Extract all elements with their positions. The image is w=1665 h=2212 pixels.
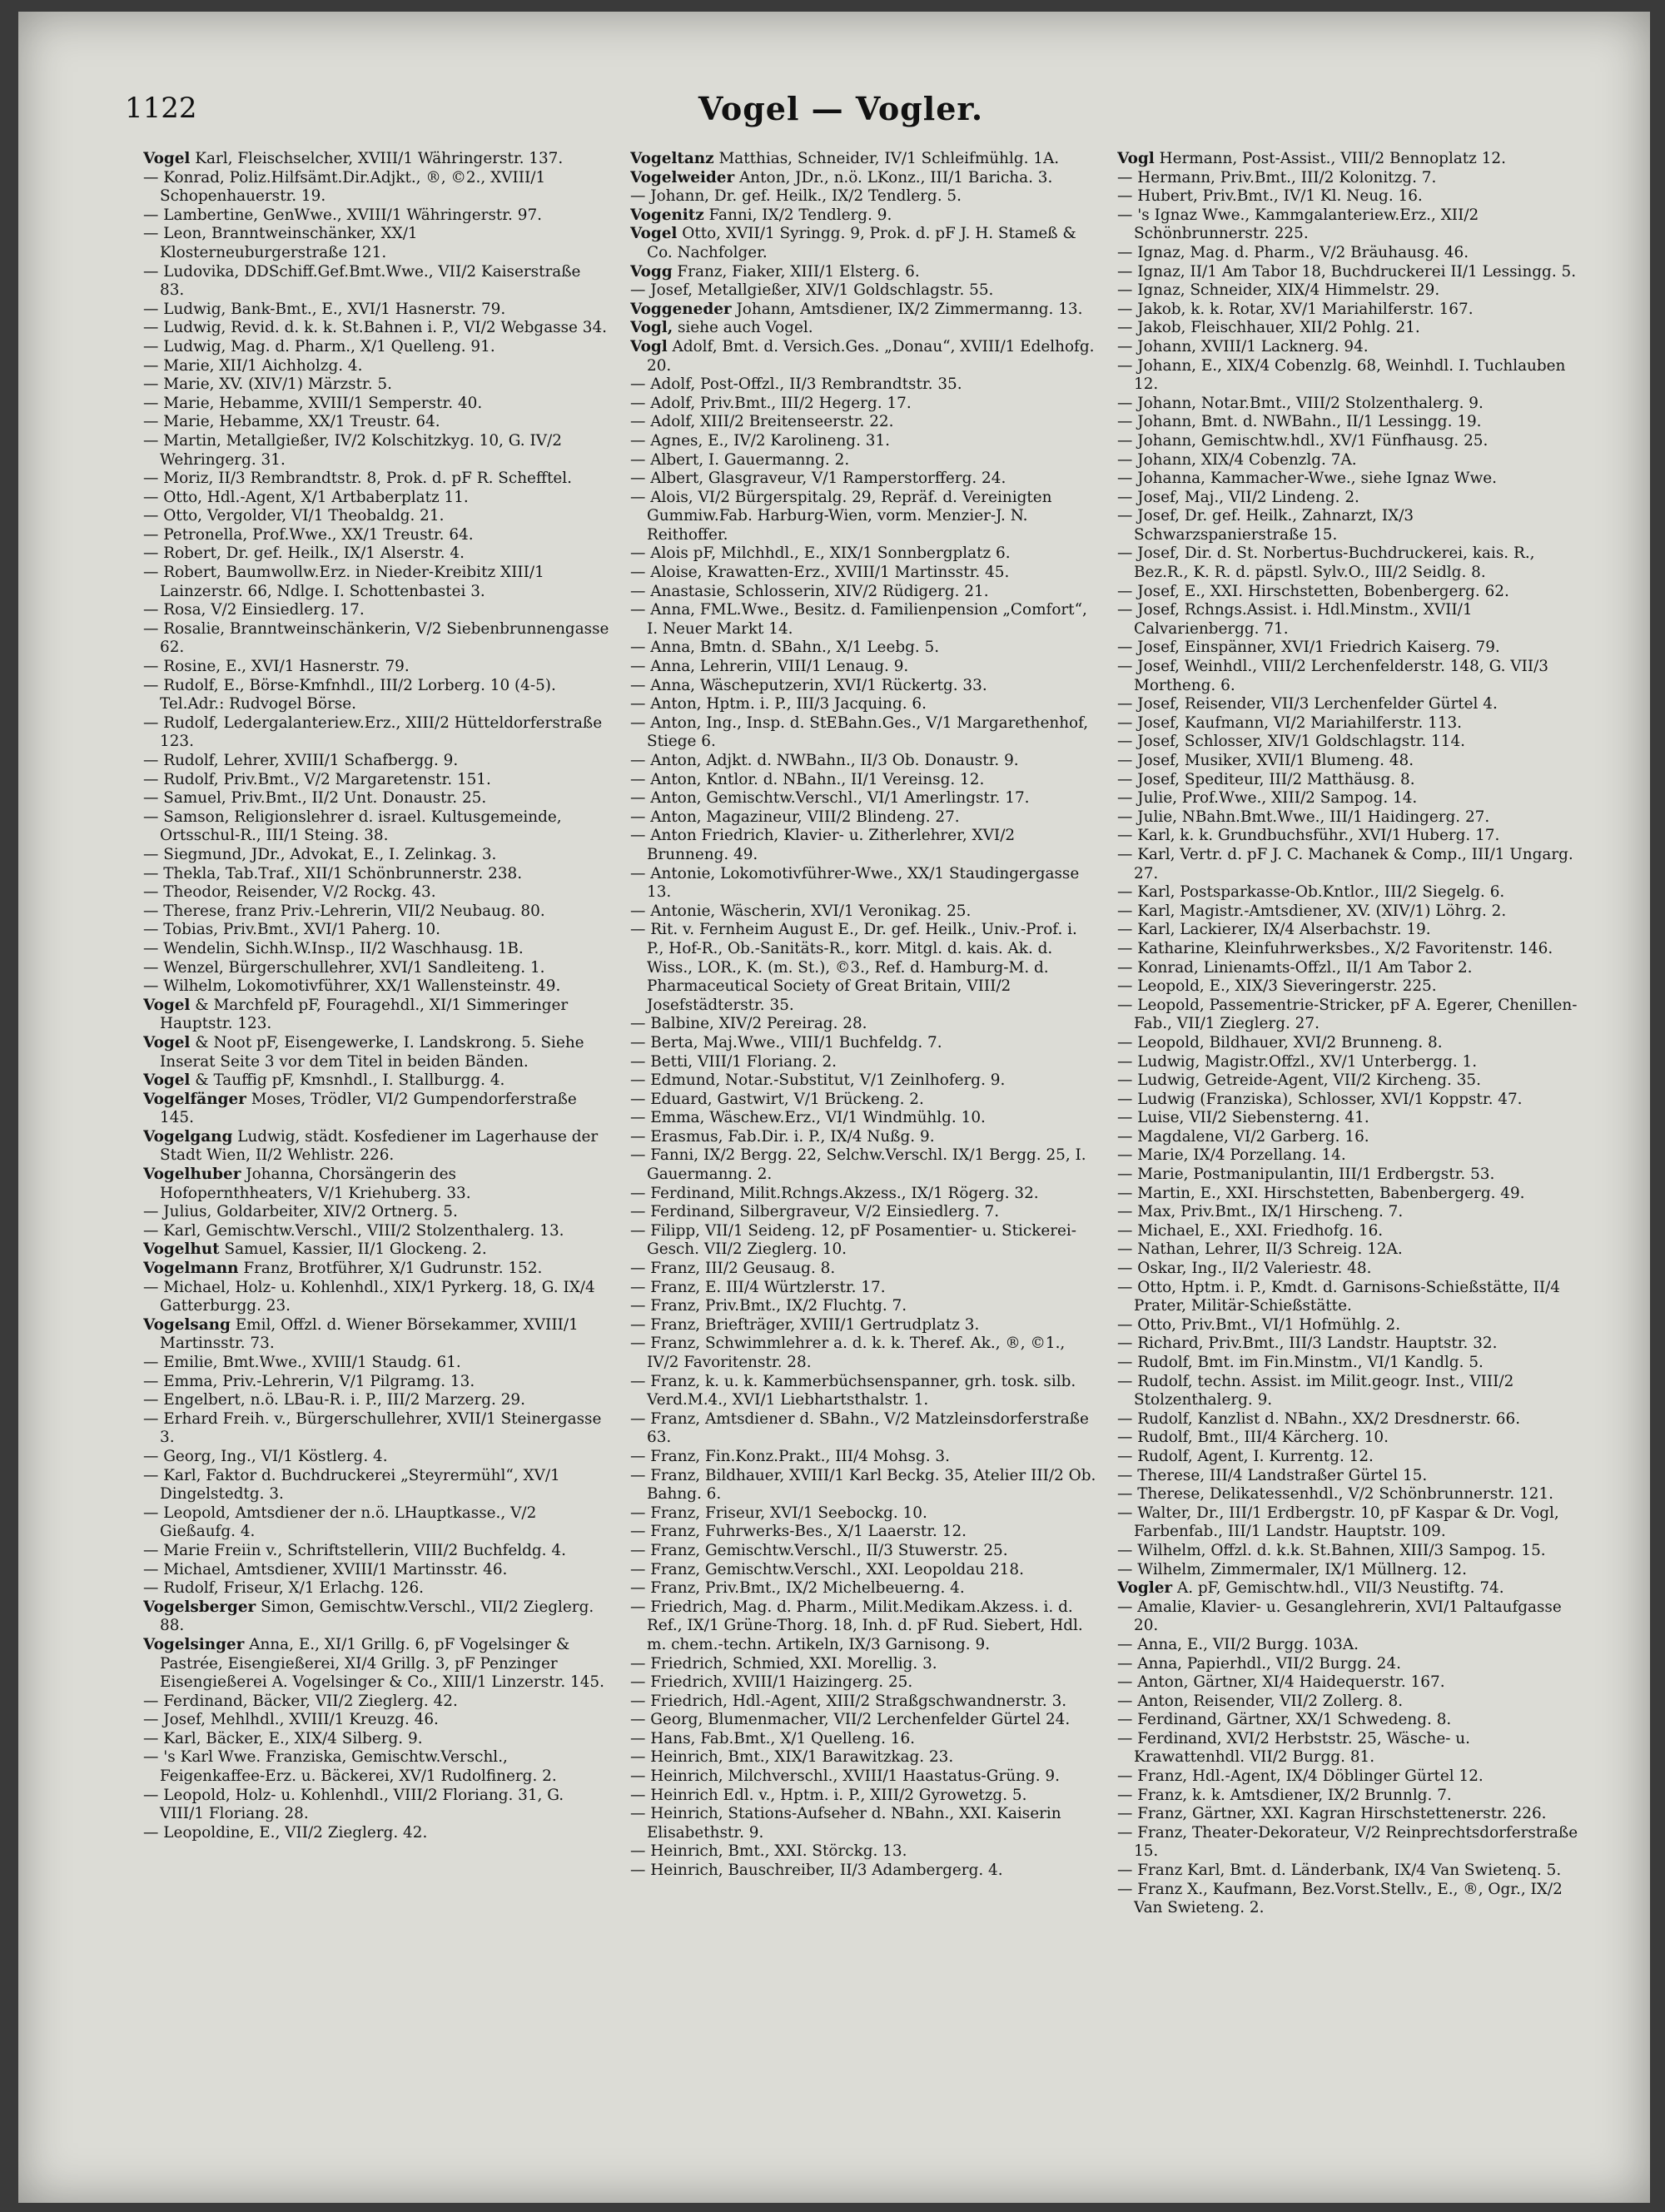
directory-entry: — 's Karl Wwe. Franziska, Gemischtw.Verschl., Feigenkaffee-Erz. u. Bäckerei, XV/1 Rudolfinerg. 2. (143, 1748, 557, 1786)
directory-entry: — Emma, Wäschew.Erz., VI/1 Windmühlg. 10. (630, 1109, 986, 1127)
directory-entry: — Karl, Vertr. d. pF J. C. Machanek & Comp., III/1 Ungarg. 27. (1117, 845, 1573, 882)
column-1 (143, 150, 609, 2181)
directory-entry: — Michael, Holz- u. Kohlenhdl., XIX/1 Pyrkerg. 18, G. IX/4 Gatterburgg. 23. (143, 1278, 595, 1315)
directory-entry: — Ludwig (Franziska), Schlosser, XVI/1 Koppstr. 47. (1117, 1090, 1523, 1108)
directory-entry: — Karl, Faktor d. Buchdruckerei „Steyrermühl“, XV/1 Dingelstedtg. 3. (143, 1466, 560, 1504)
directory-entry: — Josef, Maj., VII/2 Lindeng. 2. (1117, 488, 1359, 506)
directory-entry: — Robert, Dr. gef. Heilk., IX/1 Alserstr. 4. (143, 544, 465, 563)
directory-entry: — Rudolf, Kanzlist d. NBahn., XX/2 Dresdnerstr. 66. (1117, 1409, 1521, 1428)
directory-entry: — Anastasie, Schlosserin, XIV/2 Rüdigerg. 21. (630, 582, 989, 600)
directory-entry: Vogelhut Samuel, Kassier, II/1 Glockeng. 2. (143, 1240, 487, 1259)
directory-entry: — Hans, Fab.Bmt., X/1 Quelleng. 16. (630, 1729, 916, 1747)
directory-entry: — Tobias, Priv.Bmt., XVI/1 Paherg. 10. (143, 921, 440, 939)
directory-entry: — Karl, Magistr.-Amtsdiener, XV. (XIV/1) Löhrg. 2. (1117, 902, 1507, 920)
directory-entry: — Otto, Hptm. i. P., Kmdt. d. Garnisons-Schießstätte, II/4 Prater, Militär-Schießstätte. (1117, 1278, 1560, 1315)
directory-entry: — Konrad, Poliz.Hilfsämt.Dir.Adjkt., ®, ©2., XVIII/1 Schopenhauerstr. 19. (143, 168, 546, 206)
directory-entry: — Franz, Amtsdiener d. SBahn., V/2 Matzleinsdorferstraße 63. (630, 1409, 1089, 1447)
directory-entry: — Martin, E., XXI. Hirschstetten, Babenbergerg. 49. (1117, 1184, 1525, 1202)
directory-entry: — Franz, Gärtner, XXI. Kagran Hirschstettenerstr. 226. (1117, 1805, 1547, 1823)
directory-entry: — Johann, Bmt. d. NWBahn., II/1 Lessingg. 19. (1117, 413, 1482, 431)
directory-entry: — Friedrich, Mag. d. Pharm., Milit.Medikam.Akzess. i. d. Ref., IX/1 Grüne-Thorg. 18, Inh. d. pF Rud. Siebert, Hdl. m. chem.-techn. Artikeln, IX/3 Garnisong. 9. (630, 1598, 1083, 1653)
directory-entry: Vogler A. pF, Gemischtw.hdl., VII/3 Neustiftg. 74. (1117, 1579, 1504, 1598)
directory-entry: — Martin, Metallgießer, IV/2 Kolschitzkyg. 10, G. IV/2 Wehringerg. 31. (143, 431, 562, 469)
directory-entry: — Josef, Reisender, VII/3 Lerchenfelder Gürtel 4. (1117, 695, 1498, 713)
directory-entry: — Heinrich, Bmt., XXI. Störckg. 13. (630, 1842, 907, 1861)
directory-entry: Vogelmann Franz, Brotführer, X/1 Gudrunstr. 152. (143, 1260, 543, 1278)
directory-entry: — Konrad, Linienamts-Offzl., II/1 Am Tabor 2. (1117, 958, 1473, 977)
directory-entry: — Friedrich, Schmied, XXI. Morellig. 3. (630, 1654, 937, 1673)
directory-entry: — Luise, VII/2 Siebensterng. 41. (1117, 1109, 1369, 1127)
directory-entry: — Rudolf, techn. Assist. im Milit.geogr. Inst., VIII/2 Stolzenthalerg. 9. (1117, 1372, 1514, 1409)
directory-entry: — Emma, Priv.-Lehrerin, V/1 Pilgramg. 13. (143, 1372, 475, 1390)
directory-entry: — Anton, Hptm. i. P., III/3 Jacquing. 6. (630, 695, 927, 713)
directory-entry: — Rudolf, Agent, I. Kurrentg. 12. (1117, 1447, 1374, 1465)
directory-entry: — Otto, Priv.Bmt., VI/1 Hofmühlg. 2. (1117, 1315, 1401, 1334)
entry-surname: Vogel (143, 996, 191, 1014)
directory-entry: Vogelweider Anton, JDr., n.ö. LKonz., III/1 Baricha. 3. (630, 168, 1053, 186)
directory-entry: — Leopold, Amtsdiener der n.ö. LHauptkasse., V/2 Gießaufg. 4. (143, 1504, 537, 1541)
directory-entry: — Anton, Ing., Insp. d. StEBahn.Ges., V/1 Margarethenhof, Stiege 6. (630, 713, 1089, 751)
directory-entry: — Johann, XIX/4 Cobenzlg. 7A. (1117, 450, 1357, 469)
directory-entry: — Ignaz, II/1 Am Tabor 18, Buchdruckerei II/1 Lessingg. 5. (1117, 262, 1577, 281)
directory-entry: — Karl, Postsparkasse-Ob.Kntlor., III/2 Siegelg. 6. (1117, 883, 1505, 902)
directory-entry: — Samuel, Priv.Bmt., II/2 Unt. Donaustr. 25. (143, 789, 487, 808)
directory-entry: — Marie Freiin v., Schriftstellerin, VIII/2 Buchfeldg. 4. (143, 1541, 566, 1559)
directory-entry: — Franz, Gemischtw.Verschl., II/3 Stuwerstr. 25. (630, 1541, 1008, 1559)
directory-entry: — Karl, Gemischtw.Verschl., VIII/2 Stolzenthalerg. 13. (143, 1221, 564, 1240)
directory-entry: Vogelsberger Simon, Gemischtw.Verschl., VII/2 Zieglerg. 88. (143, 1598, 594, 1635)
directory-entry: — Heinrich, Milchverschl., XVIII/1 Haastatus-Grüng. 9. (630, 1767, 1060, 1786)
directory-entry: — Michael, Amtsdiener, XVIII/1 Martinsstr. 46. (143, 1560, 508, 1578)
directory-entry: — Heinrich Edl. v., Hptm. i. P., XIII/2 Gyrowetzg. 5. (630, 1786, 1027, 1804)
directory-entry: — Anna, Lehrerin, VIII/1 Lenaug. 9. (630, 658, 909, 676)
directory-entry: — Petronella, Prof.Wwe., XX/1 Treustr. 64. (143, 525, 474, 544)
directory-entry: — Franz, k. k. Amtsdiener, IX/2 Brunnlg. 7. (1117, 1786, 1452, 1804)
directory-entry: — Katharine, Kleinfuhrwerksbes., X/2 Favoritenstr. 146. (1117, 939, 1553, 957)
directory-entry: — Johann, Notar.Bmt., VIII/2 Stolzenthalerg. 9. (1117, 394, 1484, 412)
directory-entry: — Adolf, XIII/2 Breitenseerstr. 22. (630, 413, 894, 431)
directory-entry: — Ferdinand, XVI/2 Herbststr. 25, Wäsche- u. Krawattenhdl. VII/2 Burgg. 81. (1117, 1729, 1470, 1767)
directory-entry: — Rudolf, Bmt. im Fin.Minstm., VI/1 Kandlg. 5. (1117, 1354, 1484, 1371)
directory-entry: — Edmund, Notar.-Substitut, V/1 Zeinlhoferg. 9. (630, 1071, 1006, 1090)
directory-entry: — Julie, NBahn.Bmt.Wwe., III/1 Haidingerg. 27. (1117, 808, 1490, 826)
directory-entry: — Thekla, Tab.Traf., XII/1 Schönbrunnerstr. 238. (143, 864, 523, 882)
directory-page (18, 12, 1650, 2203)
directory-entry: — Georg, Ing., VI/1 Köstlerg. 4. (143, 1447, 388, 1465)
directory-entry: — Josef, Dir. d. St. Norbertus-Buchdruckerei, kais. R., Bez.R., K. R. d. päpstl. Sylv.O., III/2 Seidlg. 8. (1117, 544, 1535, 582)
directory-entry: — Karl, Bäcker, E., XIX/4 Silberg. 9. (143, 1729, 423, 1747)
page-number: 1122 (125, 92, 197, 125)
directory-entry: — Ludwig, Mag. d. Pharm., X/1 Quelleng. 91. (143, 337, 495, 355)
directory-entry: — Lambertine, GenWwe., XVIII/1 Währingerstr. 97. (143, 206, 542, 224)
entry-surname: Vogel (143, 1033, 191, 1051)
entry-surname: Vogler (1117, 1579, 1173, 1598)
directory-entry: — Marie, Hebamme, XVIII/1 Semperstr. 40. (143, 394, 483, 412)
directory-entry: — Aloise, Krawatten-Erz., XVIII/1 Martinsstr. 45. (630, 564, 1010, 582)
directory-entry: — Leon, Branntweinschänker, XX/1 Klosterneuburgerstraße 121. (143, 225, 418, 261)
directory-entry: — Anna, Bmtn. d. SBahn., X/1 Leebg. 5. (630, 639, 940, 657)
directory-entry: — Jakob, Fleischhauer, XII/2 Pohlg. 21. (1117, 319, 1420, 337)
directory-entry: — Rosa, V/2 Einsiedlerg. 17. (143, 601, 365, 619)
directory-entry: Vogg Franz, Fiaker, XIII/1 Elsterg. 6. (630, 262, 920, 281)
directory-entry: — Marie, XII/1 Aichholzg. 4. (143, 356, 363, 375)
directory-entry: — Ferdinand, Silbergraveur, V/2 Einsiedlerg. 7. (630, 1203, 1000, 1221)
directory-entry: — Hermann, Priv.Bmt., III/2 Kolonitzg. 7. (1117, 168, 1437, 186)
directory-entry: — Leopold, E., XIX/3 Sieveringerstr. 225. (1117, 977, 1437, 996)
directory-entry: — Heinrich, Stations-Aufseher d. NBahn., XXI. Kaiserin Elisabethstr. 9. (630, 1805, 1061, 1842)
directory-entry: — Oskar, Ing., II/2 Valeriestr. 48. (1117, 1260, 1372, 1278)
directory-entry: — Heinrich, Bauschreiber, II/3 Adambergerg. 4. (630, 1862, 1003, 1880)
directory-entry: — Samson, Religionslehrer d. israel. Kultusgemeinde, Ortsschul-R., III/1 Steing. 38. (143, 808, 562, 845)
directory-entry: — Ignaz, Schneider, XIX/4 Himmelstr. 29. (1117, 281, 1440, 300)
entry-surname: Vogenitz (630, 206, 704, 224)
directory-entry: — Franz, Briefträger, XVIII/1 Gertrudplatz 3. (630, 1315, 980, 1334)
directory-entry: — Albert, I. Gauermanng. 2. (630, 450, 850, 469)
directory-entry: — Therese, III/4 Landstraßer Gürtel 15. (1117, 1466, 1428, 1484)
directory-entry: — Julie, Prof.Wwe., XIII/2 Sampog. 14. (1117, 789, 1418, 808)
directory-entry: — Moriz, II/3 Rembrandtstr. 8, Prok. d. pF R. Schefftel. (143, 470, 572, 488)
directory-entry: — Marie, Postmanipulantin, III/1 Erdbergstr. 53. (1117, 1166, 1495, 1184)
directory-entry: — Rit. v. Fernheim August E., Dr. gef. Heilk., Univ.-Prof. i. P., Hof-R., Ob.-Sanitäts-R., korr. Mitgl. d. kais. Ak. d. Wiss., LOR., K. (m. St.), ©3., Ref. d. Hamburg-M. d. Pharmaceutical Society of Great Britain, VIII/2 Josefstädterstr. 35. (630, 921, 1077, 1014)
directory-entry: Vogelhuber Johanna, Chorsängerin des Hofopernthheaters, V/1 Kriehuberg. 33. (143, 1166, 471, 1202)
directory-entry: Vogelsinger Anna, E., XI/1 Grillg. 6, pF Vogelsinger & Pastrée, Eisengießerei, XI/4 Grillg. 3, pF Penzinger Eisengießerei A. Vogelsinger & Co., XIII/1 Linzerstr. 145. (143, 1635, 604, 1692)
directory-entry: — Antonie, Lokomotivführer-Wwe., XX/1 Staudingergasse 13. (630, 864, 1080, 902)
entry-surname: Vogeltanz (630, 150, 714, 167)
directory-entry: — Otto, Hdl.-Agent, X/1 Artbaberplatz 11. (143, 488, 469, 506)
directory-entry: — Ferdinand, Bäcker, VII/2 Zieglerg. 42. (143, 1692, 458, 1710)
directory-entry: — Max, Priv.Bmt., IX/1 Hirscheng. 7. (1117, 1203, 1404, 1221)
directory-entry: Vogel Otto, XVII/1 Syringg. 9, Prok. d. pF J. H. Stameß & Co. Nachfolger. (630, 225, 1076, 261)
directory-entry: — Anton Friedrich, Klavier- u. Zitherlehrer, XVI/2 Brunneng. 49. (630, 827, 1016, 863)
directory-entry: Vogl, siehe auch Vogel. (630, 319, 813, 337)
directory-entry: — Rudolf, Friseur, X/1 Erlachg. 126. (143, 1579, 425, 1598)
directory-entry: — Magdalene, VI/2 Garberg. 16. (1117, 1127, 1369, 1146)
directory-entry: Vogel & Marchfeld pF, Fouragehdl., XI/1 Simmeringer Hauptstr. 123. (143, 996, 569, 1033)
column-2 (630, 150, 1096, 2181)
directory-entry: — Josef, Spediteur, III/2 Matthäusg. 8. (1117, 770, 1415, 788)
directory-entry: — Ignaz, Mag. d. Pharm., V/2 Bräuhausg. 46. (1117, 243, 1469, 261)
directory-entry: — Johann, XVIII/1 Lacknerg. 94. (1117, 337, 1369, 355)
directory-entry: — Engelbert, n.ö. LBau-R. i. P., III/2 Marzerg. 29. (143, 1391, 525, 1409)
directory-entry: — Nathan, Lehrer, II/3 Schreig. 12A. (1117, 1240, 1403, 1259)
directory-entry: — Leopold, Passementrie-Stricker, pF A. Egerer, Chenillen-Fab., VII/1 Zieglerg. 27. (1117, 996, 1578, 1033)
directory-entry: — Leopold, Bildhauer, XVI/2 Brunneng. 8. (1117, 1033, 1443, 1051)
directory-entry: — Franz, Gemischtw.Verschl., XXI. Leopoldau 218. (630, 1560, 1024, 1578)
directory-entry: Vogeltanz Matthias, Schneider, IV/1 Schleifmühlg. 1A. (630, 150, 1060, 167)
entry-surname: Voggeneder (630, 300, 732, 318)
directory-entry: — Franz, Fin.Konz.Prakt., III/4 Mohsg. 3. (630, 1447, 950, 1465)
directory-entry: — Betti, VIII/1 Floriang. 2. (630, 1052, 837, 1071)
directory-entry: — Adolf, Priv.Bmt., III/2 Hegerg. 17. (630, 394, 912, 412)
directory-entry: — Anna, Wäscheputzerin, XVI/1 Rückertg. 33. (630, 676, 987, 694)
directory-entry: — Anton, Adjkt. d. NWBahn., II/3 Ob. Donaustr. 9. (630, 752, 1019, 769)
directory-entry: — Berta, Maj.Wwe., VIII/1 Buchfeldg. 7. (630, 1033, 942, 1051)
directory-entry: — Josef, Musiker, XVII/1 Blumeng. 48. (1117, 752, 1414, 769)
directory-entry: — Wenzel, Bürgerschullehrer, XVI/1 Sandleiteng. 1. (143, 958, 545, 977)
directory-entry: — Theodor, Reisender, V/2 Rockg. 43. (143, 883, 436, 902)
directory-entry: Vogel & Noot pF, Eisengewerke, I. Landskrong. 5. Siehe Inserat Seite 3 vor dem Titel in beiden Bänden. (143, 1033, 584, 1071)
entry-surname: Vogelsinger (143, 1635, 245, 1653)
columns (143, 150, 1592, 2181)
directory-entry: — Josef, Schlosser, XIV/1 Goldschlagstr. 114. (1117, 733, 1465, 751)
directory-entry: Vogelsang Emil, Offzl. d. Wiener Börsekammer, XVIII/1 Martinsstr. 73. (143, 1315, 579, 1353)
directory-entry: — Friedrich, XVIII/1 Haizingerg. 25. (630, 1673, 913, 1692)
directory-entry: — Agnes, E., IV/2 Karolineng. 31. (630, 431, 891, 450)
entry-surname: Vogelhuber (143, 1166, 241, 1184)
directory-entry: — Adolf, Post-Offzl., II/3 Rembrandtstr. 35. (630, 375, 962, 394)
directory-entry: — Marie, IX/4 Porzellang. 14. (1117, 1146, 1346, 1165)
directory-entry: — Friedrich, Hdl.-Agent, XIII/2 Straßgschwandnerstr. 3. (630, 1692, 1067, 1710)
directory-entry: — Marie, Hebamme, XX/1 Treustr. 64. (143, 413, 440, 431)
entry-surname: Vogelfänger (143, 1090, 246, 1108)
directory-entry: — Erhard Freih. v., Bürgerschullehrer, XVII/1 Steinergasse 3. (143, 1409, 602, 1447)
directory-entry: — Julius, Goldarbeiter, XIV/2 Ortnerg. 5. (143, 1203, 458, 1221)
directory-entry: — Josef, Rchngs.Assist. i. Hdl.Minstm., XVII/1 Calvarienbergg. 71. (1117, 601, 1473, 638)
directory-entry: — Karl, Lackierer, IX/4 Alserbachstr. 19. (1117, 921, 1431, 939)
directory-entry: — Anton, Gärtner, XI/4 Haidequerstr. 167. (1117, 1673, 1445, 1692)
entry-surname: Vogelgang (143, 1127, 233, 1146)
directory-entry: — Walter, Dr., III/1 Erdbergstr. 10, pF Kaspar & Dr. Vogl, Farbenfab., III/1 Landstr. Hauptstr. 109. (1117, 1504, 1559, 1541)
directory-entry: — Wilhelm, Offzl. d. k.k. St.Bahnen, XIII/3 Sampog. 15. (1117, 1541, 1546, 1559)
directory-entry: Vogelfänger Moses, Trödler, VI/2 Gumpendorferstraße 145. (143, 1090, 577, 1127)
directory-entry: — Alois, VI/2 Bürgerspitalg. 29, Repräf. d. Vereinigten Gummiw.Fab. Harburg-Wien, vorm. Menzier-J. N. Reithoffer. (630, 488, 1052, 544)
entry-surname: Vogl (630, 337, 668, 355)
entry-surname: Vogelmann (143, 1260, 239, 1278)
directory-entry: — Rosalie, Branntweinschänkerin, V/2 Siebenbrunnengasse 62. (143, 619, 609, 657)
directory-entry: — Jakob, k. k. Rotar, XV/1 Mariahilferstr. 167. (1117, 300, 1474, 318)
directory-entry: — Wilhelm, Zimmermaler, IX/1 Müllnerg. 12. (1117, 1560, 1467, 1578)
directory-entry: — Josef, Mehlhdl., XVIII/1 Kreuzg. 46. (143, 1711, 439, 1729)
directory-entry: — Anton, Magazineur, VIII/2 Blindeng. 27. (630, 808, 960, 826)
directory-entry: — Hubert, Priv.Bmt., IV/1 Kl. Neug. 16. (1117, 187, 1423, 206)
directory-entry: — Georg, Blumenmacher, VII/2 Lerchenfelder Gürtel 24. (630, 1711, 1071, 1729)
page-header (125, 92, 1557, 142)
directory-entry: — Anna, FML.Wwe., Besitz. d. Familienpension „Comfort“, I. Neuer Markt 14. (630, 601, 1087, 638)
directory-entry: — Emilie, Bmt.Wwe., XVIII/1 Staudg. 61. (143, 1354, 461, 1371)
entry-surname: Vogelsberger (143, 1598, 256, 1616)
directory-entry: — Filipp, VII/1 Seideng. 12, pF Posamentier- u. Stickerei-Gesch. VII/2 Zieglerg. 10. (630, 1221, 1077, 1259)
directory-entry: — Amalie, Klavier- u. Gesanglehrerin, XVI/1 Paltaufgasse 20. (1117, 1598, 1562, 1635)
entry-surname: Vogel (143, 150, 191, 167)
directory-entry: — Wilhelm, Lokomotivführer, XX/1 Wallensteinstr. 49. (143, 977, 561, 996)
directory-entry: — Franz Karl, Bmt. d. Länderbank, IX/4 Van Swietenq. 5. (1117, 1862, 1562, 1880)
directory-entry: — Siegmund, JDr., Advokat, E., I. Zelinkag. 3. (143, 845, 497, 863)
directory-entry: — Anna, Papierhdl., VII/2 Burgg. 24. (1117, 1654, 1401, 1673)
entry-surname: Vogel (630, 225, 678, 243)
directory-entry: — Josef, Weinhdl., VIII/2 Lerchenfelderstr. 148, G. VII/3 Mortheng. 6. (1117, 658, 1549, 694)
directory-entry: Vogenitz Fanni, IX/2 Tendlerg. 9. (630, 206, 892, 224)
directory-entry: — Josef, Einspänner, XVI/1 Friedrich Kaiserg. 79. (1117, 639, 1500, 657)
directory-entry: Vogl Hermann, Post-Assist., VIII/2 Bennoplatz 12. (1117, 150, 1506, 167)
directory-entry: — Therese, Delikatessenhdl., V/2 Schönbrunnerstr. 121. (1117, 1485, 1554, 1504)
entry-surname: Vogg (630, 262, 673, 281)
directory-entry: — Franz, E. III/4 Würtzlerstr. 17. (630, 1278, 886, 1296)
directory-entry: — Rudolf, Ledergalanteriew.Erz., XIII/2 Hütteldorferstraße 123. (143, 713, 603, 751)
directory-entry: — Rosine, E., XVI/1 Hasnerstr. 79. (143, 658, 410, 676)
directory-entry: — Balbine, XIV/2 Pereirag. 28. (630, 1015, 867, 1033)
directory-entry: — Franz, Bildhauer, XVIII/1 Karl Beckg. 35, Atelier III/2 Ob. Bahng. 6. (630, 1466, 1096, 1504)
directory-entry: — Rudolf, Priv.Bmt., V/2 Margaretenstr. 151. (143, 770, 491, 788)
directory-entry: — Franz, Priv.Bmt., IX/2 Michelbeuerng. 4. (630, 1579, 965, 1598)
running-head: Vogel — Vogler. (698, 90, 984, 127)
directory-entry: — Josef, E., XXI. Hirschstetten, Bobenbergerg. 62. (1117, 582, 1509, 600)
directory-entry: Vogel Karl, Fleischselcher, XVIII/1 Währingerstr. 137. (143, 150, 564, 167)
directory-entry: — Ludwig, Revid. d. k. k. St.Bahnen i. P., VI/2 Webgasse 34. (143, 319, 608, 337)
directory-entry: — Josef, Dr. gef. Heilk., Zahnarzt, IX/3 Schwarzspanierstraße 15. (1117, 507, 1414, 544)
directory-entry: — Ludwig, Getreide-Agent, VII/2 Kircheng. 35. (1117, 1071, 1481, 1090)
directory-entry: — Richard, Priv.Bmt., III/3 Landstr. Hauptstr. 32. (1117, 1335, 1498, 1353)
directory-entry: — Erasmus, Fab.Dir. i. P., IX/4 Nußg. 9. (630, 1127, 935, 1146)
directory-entry: — Franz, Hdl.-Agent, IX/4 Döblinger Gürtel 12. (1117, 1767, 1484, 1786)
directory-entry: — Johann, Dr. gef. Heilk., IX/2 Tendlerg. 5. (630, 187, 962, 206)
directory-entry: — Ludwig, Magistr.Offzl., XV/1 Unterbergg. 1. (1117, 1052, 1478, 1071)
column-3 (1117, 150, 1583, 2181)
directory-entry: — Franz X., Kaufmann, Bez.Vorst.Stellv., E., ®, Ogr., IX/2 Van Swieteng. 2. (1117, 1880, 1563, 1917)
entry-surname: Vogl (1117, 150, 1155, 167)
directory-entry: — Alois pF, Milchhdl., E., XIX/1 Sonnbergplatz 6. (630, 544, 1011, 563)
directory-entry: — Johanna, Kammacher-Wwe., siehe Ignaz Wwe. (1117, 470, 1498, 488)
directory-entry: — Ferdinand, Milit.Rchngs.Akzess., IX/1 Rögerg. 32. (630, 1184, 1039, 1202)
directory-entry: — Ludovika, DDSchiff.Gef.Bmt.Wwe., VII/2 Kaiserstraße 83. (143, 262, 581, 300)
directory-entry: — Anna, E., VII/2 Burgg. 103A. (1117, 1635, 1359, 1653)
directory-entry: — Albert, Glasgraveur, V/1 Ramperstorfferg. 24. (630, 470, 1006, 488)
directory-entry: — Marie, XV. (XIV/1) Märzstr. 5. (143, 375, 392, 394)
entry-surname: Vogelhut (143, 1240, 220, 1259)
directory-entry: — Antonie, Wäscherin, XVI/1 Veronikag. 25. (630, 902, 972, 920)
entry-surname: Vogel (143, 1071, 191, 1090)
directory-entry: — Anton, Gemischtw.Verschl., VI/1 Amerlingstr. 17. (630, 789, 1030, 808)
directory-entry: — Franz, Friseur, XVI/1 Seebockg. 10. (630, 1504, 927, 1522)
directory-entry: — Rudolf, Lehrer, XVIII/1 Schafbergg. 9. (143, 752, 459, 769)
directory-entry: — Franz, k. u. k. Kammerbüchsenspanner, grh. tosk. silb. Verd.M.4., XVI/1 Liebhartsthalstr. 1. (630, 1372, 1076, 1409)
directory-entry: — Wendelin, Sichh.W.Insp., II/2 Waschhausg. 1B. (143, 939, 524, 957)
directory-entry: — Ludwig, Bank-Bmt., E., XVI/1 Hasnerstr. 79. (143, 300, 506, 318)
directory-entry: — Karl, k. k. Grundbuchsführ., XVI/1 Huberg. 17. (1117, 827, 1500, 845)
directory-entry: — Robert, Baumwollw.Erz. in Nieder-Kreibitz XIII/1 Lainzerstr. 66, Ndlge. I. Schottenbastei 3. (143, 564, 544, 600)
directory-entry: Voggeneder Johann, Amtsdiener, IX/2 Zimmermanng. 13. (630, 300, 1083, 318)
directory-entry: Vogl Adolf, Bmt. d. Versich.Ges. „Donau“, XVIII/1 Edelhofg. 20. (630, 337, 1095, 375)
directory-entry: — Johann, Gemischtw.hdl., XV/1 Fünfhausg. 25. (1117, 431, 1489, 450)
directory-entry: — Anton, Kntlor. d. NBahn., II/1 Vereinsg. 12. (630, 770, 985, 788)
directory-entry: — Franz, Schwimmlehrer a. d. k. k. Theref. Ak., ®, ©1., IV/2 Favoritenstr. 28. (630, 1335, 1066, 1371)
directory-entry: — Ferdinand, Gärtner, XX/1 Schwedeng. 8. (1117, 1711, 1452, 1729)
directory-entry: — Michael, E., XXI. Friedhofg. 16. (1117, 1221, 1384, 1240)
directory-entry: — Rudolf, E., Börse-Kmfnhdl., III/2 Lorberg. 10 (4-5). Tel.Adr.: Rudvogel Börse. (143, 676, 556, 713)
directory-entry: — Fanni, IX/2 Bergg. 22, Selchw.Verschl. IX/1 Bergg. 25, I. Gauermanng. 2. (630, 1146, 1086, 1184)
directory-entry: — Heinrich, Bmt., XIX/1 Barawitzkag. 23. (630, 1748, 954, 1767)
directory-entry: — Leopoldine, E., VII/2 Zieglerg. 42. (143, 1823, 428, 1842)
directory-entry: — 's Ignaz Wwe., Kammgalanteriew.Erz., XII/2 Schönbrunnerstr. 225. (1117, 206, 1479, 243)
directory-entry: — Franz, Priv.Bmt., IX/2 Fluchtg. 7. (630, 1297, 907, 1315)
directory-entry: — Franz, III/2 Geusaug. 8. (630, 1260, 836, 1278)
directory-entry: — Otto, Vergolder, VI/1 Theobaldg. 21. (143, 507, 445, 525)
directory-entry: Vogel & Tauffig pF, Kmsnhdl., I. Stallburgg. 4. (143, 1071, 505, 1090)
directory-entry: — Eduard, Gastwirt, V/1 Brückeng. 2. (630, 1090, 924, 1108)
directory-entry: — Josef, Metallgießer, XIV/1 Goldschlagstr. 55. (630, 281, 994, 300)
directory-entry: — Therese, franz Priv.-Lehrerin, VII/2 Neubaug. 80. (143, 902, 545, 920)
directory-entry: — Josef, Kaufmann, VI/2 Mariahilferstr. 113. (1117, 713, 1463, 732)
directory-entry: — Franz, Fuhrwerks-Bes., X/1 Laaerstr. 12. (630, 1523, 967, 1541)
entry-surname: Vogelsang (143, 1315, 231, 1334)
directory-entry: — Rudolf, Bmt., III/4 Kärcherg. 10. (1117, 1429, 1389, 1447)
entry-surname: Vogl, (630, 319, 673, 337)
directory-entry: — Franz, Theater-Dekorateur, V/2 Reinprechtsdorferstraße 15. (1117, 1823, 1578, 1861)
directory-entry: — Leopold, Holz- u. Kohlenhdl., VIII/2 Floriang. 31, G. VIII/1 Floriang. 28. (143, 1786, 564, 1823)
entry-surname: Vogelweider (630, 168, 735, 186)
directory-entry: — Anton, Reisender, VII/2 Zollerg. 8. (1117, 1692, 1404, 1710)
directory-entry: — Johann, E., XIX/4 Cobenzlg. 68, Weinhdl. I. Tuchlauben 12. (1117, 356, 1566, 394)
directory-entry: Vogelgang Ludwig, städt. Kosfediener im Lagerhause der Stadt Wien, II/2 Wehlistr. 226. (143, 1127, 599, 1165)
